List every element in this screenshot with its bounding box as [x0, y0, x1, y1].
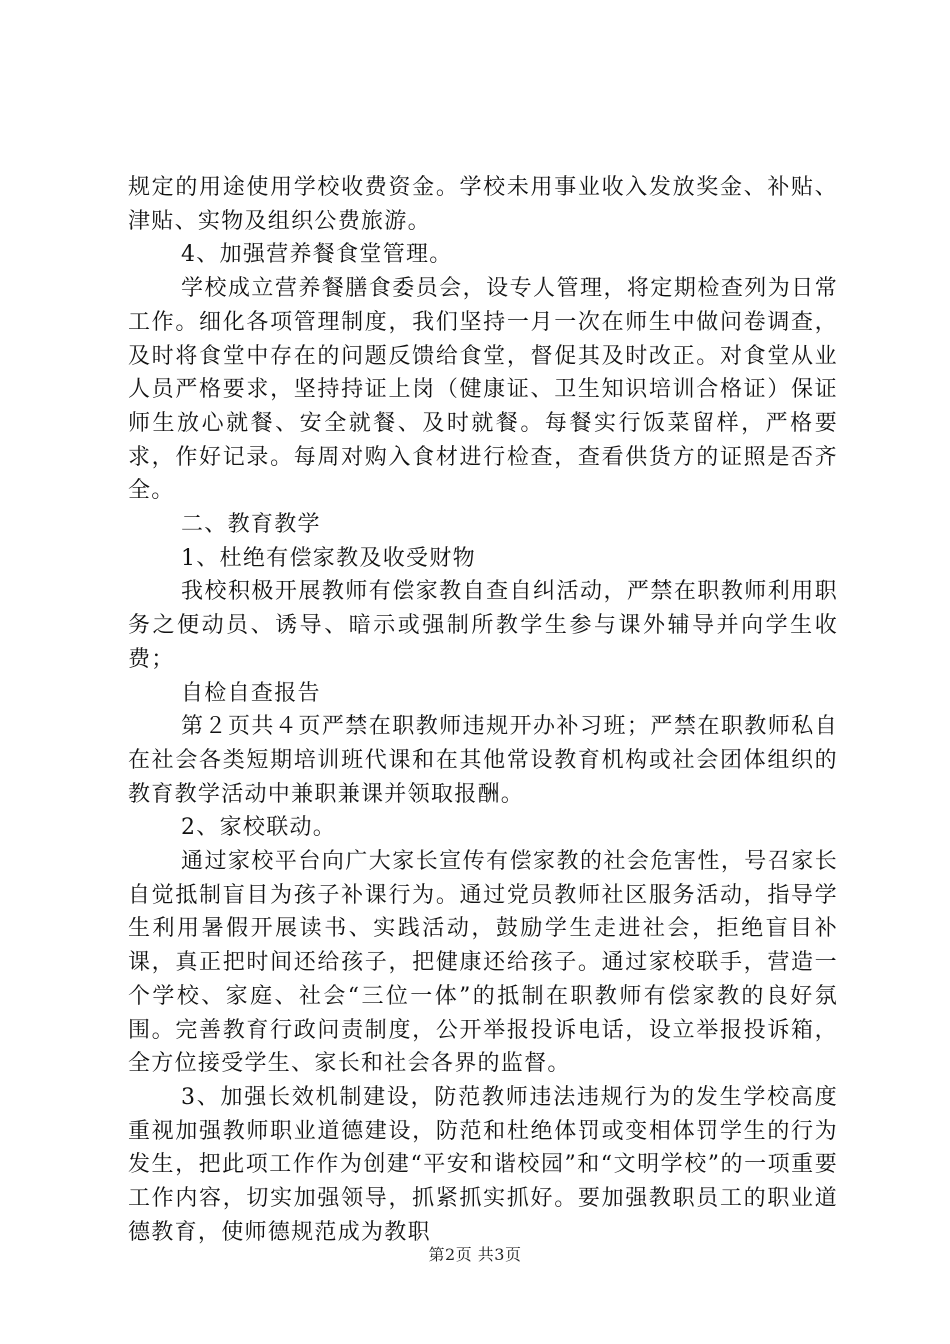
paragraph-home-school: 通过家校平台向广大家长宣传有偿家教的社会危害性，号召家长自觉抵制盲目为孩子补课行为。通过党员教师社区服务活动，指导学生利用暑假开展读书、实践活动，鼓励学生走进社会，拒绝盲目补课，真正把时间还给孩子，把健康还给孩子。通过家校联手，营造一个学校、家庭、社会“三位一体”的抵制在职教师有偿家教的良好氛围。完善教育行政问责制度，公开举报投诉电话，设立举报投诉箱，全方位接受学生、家长和社会各界的监督。: [128, 849, 838, 1077]
page-footer: 第2页 共3页: [428, 1245, 522, 1264]
subheading-1: 1、杜绝有偿家教及收受财物: [181, 545, 476, 571]
section-heading-2: 二、教育教学: [181, 512, 321, 538]
subheading-2: 2、家校联动。: [181, 815, 337, 841]
paragraph-mechanism: 3、加强长效机制建设，防范教师违法违规行为的发生学校高度重视加强教师职业道德建设，防范和杜绝体罚或变相体罚学生的行为发生，把此项工作作为创建“平安和谐校园”和“文明学校”的一项重要工作内容，切实加强领导，抓紧抓实抓好。要加强教职员工的职业道德教育，使师德规范成为教职: [128, 1084, 838, 1245]
paragraph-prohibition: 第２页共４页严禁在职教师违规开办补习班；严禁在职教师私自在社会各类短期培训班代课和在其他常设教育机构或社会团体组织的教育教学活动中兼职兼课并领取报酬。: [128, 714, 838, 807]
paragraph-1: 规定的用途使用学校收费资金。学校未用事业收入发放奖金、补贴、津贴、实物及组织公费旅游。: [128, 175, 838, 234]
document-body: [128, 171, 838, 1250]
section-heading-4: 4、加强营养餐食堂管理。: [181, 242, 453, 268]
paragraph-tutoring: 我校积极开展教师有偿家教自查自纠活动，严禁在职教师利用职务之便动员、诱导、暗示或强制所教学生参与课外辅导并向学生收费；: [128, 579, 838, 672]
paragraph-canteen: 学校成立营养餐膳食委员会，设专人管理，将定期检查列为日常工作。细化各项管理制度，我们坚持一月一次在师生中做问卷调查，及时将食堂中存在的问题反馈给食堂，督促其及时改正。对食堂从业人员严格要求，坚持持证上岗（健康证、卫生知识培训合格证）保证师生放心就餐、安全就餐、及时就餐。每餐实行饭菜留样，严格要求，作好记录。每周对购入食材进行检查，查看供货方的证照是否齐全。: [128, 276, 838, 504]
report-title-inline: 自检自查报告: [181, 680, 321, 706]
